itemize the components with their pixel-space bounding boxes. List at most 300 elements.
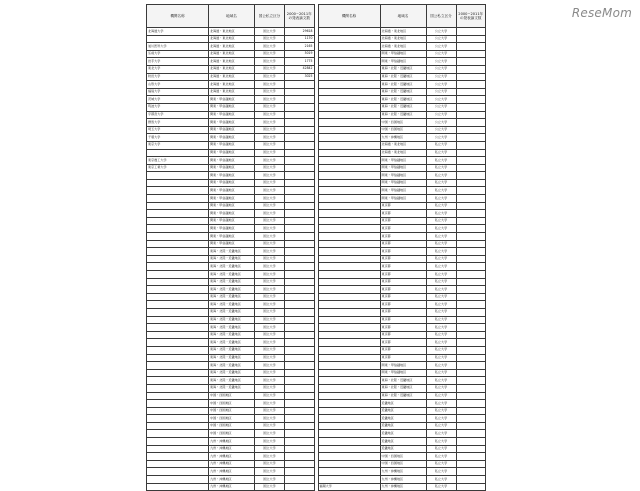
institution-type: 私立大学 [426, 248, 456, 256]
institution-type: 国立大学 [255, 377, 285, 385]
institution-name [147, 225, 209, 233]
institution-name [318, 438, 380, 446]
institution-type: 公立大学 [426, 73, 456, 81]
table-row [318, 134, 486, 142]
region-name: 東海・北陸・近畿地区 [209, 263, 255, 271]
region-name: 北海道・東北地区 [209, 43, 255, 51]
paper-count [456, 195, 486, 203]
institution-name [318, 164, 380, 172]
table-row [318, 164, 486, 172]
institution-type: 国立大学 [255, 164, 285, 172]
paper-count [456, 248, 486, 256]
table-row [318, 35, 486, 43]
region-name: 九州・沖縄地区 [209, 468, 255, 476]
paper-count [285, 362, 315, 370]
paper-count [285, 293, 315, 301]
table-row [147, 111, 315, 119]
table-row [318, 476, 486, 484]
region-name: 北海道・東北地区 [380, 141, 426, 149]
institution-name [318, 35, 380, 43]
institution-name [318, 324, 380, 332]
table-row [318, 354, 486, 362]
institution-name [147, 400, 209, 408]
region-name: 関東・甲信越地区 [380, 164, 426, 172]
table-row [318, 400, 486, 408]
paper-count [456, 430, 486, 438]
paper-count [285, 438, 315, 446]
table-row [318, 81, 486, 89]
institution-name [318, 149, 380, 157]
institution-name [318, 468, 380, 476]
paper-count [456, 324, 486, 332]
paper-count [456, 164, 486, 172]
institution-name: 群馬大学 [147, 119, 209, 127]
table-row [318, 111, 486, 119]
region-name: 関東・甲信越地区 [380, 179, 426, 187]
paper-count [285, 202, 315, 210]
institution-name [318, 96, 380, 104]
institution-type: 私立大学 [426, 271, 456, 279]
table-row [318, 141, 486, 149]
institution-type: 国立大学 [255, 308, 285, 316]
paper-count: 5019 [285, 50, 315, 58]
paper-count [456, 119, 486, 127]
region-name: 中国・四国地区 [209, 415, 255, 423]
header-institution: 機関名称 [318, 5, 380, 28]
region-name: 東海・北陸・近畿地区 [380, 111, 426, 119]
paper-count: 1170 [285, 35, 315, 43]
paper-count [285, 187, 315, 195]
institution-type: 私立大学 [426, 415, 456, 423]
institution-name: 北海道大学 [147, 28, 209, 36]
paper-count [456, 331, 486, 339]
table-row [147, 217, 315, 225]
institution-name: 茨城大学 [147, 96, 209, 104]
table-row [147, 422, 315, 430]
institution-type: 私立大学 [426, 476, 456, 484]
institution-type: 私立大学 [426, 301, 456, 309]
institution-type: 公立大学 [426, 111, 456, 119]
table-row [147, 331, 315, 339]
paper-count [285, 134, 315, 142]
paper-count [456, 103, 486, 111]
paper-count [456, 392, 486, 400]
paper-count [456, 278, 486, 286]
header-region: 地域名 [209, 5, 255, 28]
institution-name [318, 453, 380, 461]
paper-count [285, 255, 315, 263]
institution-name [147, 308, 209, 316]
table-header-row [147, 5, 315, 28]
paper-count [285, 369, 315, 377]
institution-name [147, 286, 209, 294]
institution-name: 埼玉大学 [147, 126, 209, 134]
institution-type: 国立大学 [255, 50, 285, 58]
table-row [318, 28, 486, 36]
institution-type: 公立大学 [426, 58, 456, 66]
table-row [147, 179, 315, 187]
region-name: 関東・甲信越地区 [209, 141, 255, 149]
table-row [318, 65, 486, 73]
institution-type: 私立大学 [426, 407, 456, 415]
paper-count [285, 248, 315, 256]
institution-name: 福島大学 [147, 88, 209, 96]
institution-name [318, 377, 380, 385]
region-name: 東京都 [380, 271, 426, 279]
institution-type: 私立大学 [426, 392, 456, 400]
table-row [147, 187, 315, 195]
region-name: 近畿地区 [380, 438, 426, 446]
table-header-row [318, 5, 486, 28]
region-name: 関東・甲信越地区 [209, 240, 255, 248]
institution-name [318, 172, 380, 180]
region-name: 関東・甲信越地区 [209, 187, 255, 195]
institution-name [147, 384, 209, 392]
header-paper-count: 2000~2011年の発表論文数 [456, 5, 486, 28]
institution-type: 国立大学 [255, 400, 285, 408]
institution-name [318, 354, 380, 362]
institution-type: 国立大学 [255, 362, 285, 370]
region-name: 東海・北陸・近畿地区 [209, 255, 255, 263]
institution-type: 国立大学 [255, 149, 285, 157]
institution-name [147, 392, 209, 400]
table-row [318, 233, 486, 241]
paper-count [285, 453, 315, 461]
region-name: 関東・甲信越地区 [209, 96, 255, 104]
institution-type: 国立大学 [255, 407, 285, 415]
table-row [147, 377, 315, 385]
region-name: 関東・甲信越地区 [209, 179, 255, 187]
paper-count [285, 468, 315, 476]
paper-count [285, 195, 315, 203]
region-name: 関東・甲信越地区 [209, 111, 255, 119]
institution-type: 国立大学 [255, 255, 285, 263]
table-row [147, 172, 315, 180]
paper-count [456, 286, 486, 294]
institution-type: 国立大学 [255, 483, 285, 491]
table-row [147, 438, 315, 446]
institution-type: 国立大学 [255, 476, 285, 484]
institution-name [318, 73, 380, 81]
paper-count [456, 468, 486, 476]
paper-count [456, 339, 486, 347]
institution-type: 私立大学 [426, 278, 456, 286]
region-name: 中国・四国地区 [209, 400, 255, 408]
paper-count [285, 377, 315, 385]
region-name: 東海・北陸・近畿地区 [209, 369, 255, 377]
institution-type: 国立大学 [255, 210, 285, 218]
paper-count [456, 271, 486, 279]
paper-count [285, 400, 315, 408]
institution-name [318, 346, 380, 354]
table-row [318, 384, 486, 392]
region-name: 北海道・東北地区 [209, 50, 255, 58]
table-row [318, 157, 486, 165]
institution-type: 国立大学 [255, 354, 285, 362]
paper-count [456, 126, 486, 134]
table-row [318, 225, 486, 233]
paper-count [285, 263, 315, 271]
table-row [147, 430, 315, 438]
region-name: 東海・北陸・近畿地区 [380, 96, 426, 104]
paper-count [285, 430, 315, 438]
institution-type: 私立大学 [426, 377, 456, 385]
region-name: 関東・甲信越地区 [209, 217, 255, 225]
institution-type: 国立大学 [255, 445, 285, 453]
paper-count: 29618 [285, 28, 315, 36]
region-name: 東海・北陸・近畿地区 [209, 316, 255, 324]
region-name: 東京都 [380, 308, 426, 316]
paper-count [456, 255, 486, 263]
region-name: 近畿地区 [380, 445, 426, 453]
table-row [318, 415, 486, 423]
paper-count [456, 316, 486, 324]
region-name: 中国・四国地区 [209, 392, 255, 400]
paper-count [456, 50, 486, 58]
region-name: 東京都 [380, 248, 426, 256]
table-row [318, 301, 486, 309]
institution-name [318, 445, 380, 453]
table-row [318, 149, 486, 157]
paper-count [456, 141, 486, 149]
table-row [147, 88, 315, 96]
institution-name [318, 278, 380, 286]
institution-type: 国立大学 [255, 187, 285, 195]
paper-count [285, 278, 315, 286]
institution-name [147, 187, 209, 195]
region-name: 東京都 [380, 354, 426, 362]
institution-name [318, 126, 380, 134]
table-row [147, 483, 315, 491]
table-row [318, 172, 486, 180]
header-paper-count: 2000~2011年の発表論文数 [285, 5, 315, 28]
region-name: 関東・甲信越地区 [209, 103, 255, 111]
institution-type: 私立大学 [426, 164, 456, 172]
paper-count [456, 384, 486, 392]
paper-count [456, 301, 486, 309]
region-name: 関東・甲信越地区 [209, 210, 255, 218]
institution-name [318, 407, 380, 415]
table-right-body [318, 28, 486, 491]
institution-type: 国立大学 [255, 324, 285, 332]
region-name: 東京都 [380, 286, 426, 294]
table-row [318, 58, 486, 66]
table-row [318, 430, 486, 438]
institution-type: 国立大学 [255, 263, 285, 271]
region-name: 中国・四国地区 [380, 460, 426, 468]
table-row [147, 149, 315, 157]
table-row [147, 407, 315, 415]
institution-name [147, 255, 209, 263]
institution-name [147, 377, 209, 385]
institution-name [147, 369, 209, 377]
table-row [318, 377, 486, 385]
table-row [318, 286, 486, 294]
paper-count [456, 134, 486, 142]
region-name: 東海・北陸・近畿地区 [209, 271, 255, 279]
institution-name: 福岡大学 [318, 483, 380, 491]
region-name: 北海道・東北地区 [380, 28, 426, 36]
region-name: 関東・甲信越地区 [209, 149, 255, 157]
paper-count [456, 445, 486, 453]
region-name: 中国・四国地区 [209, 407, 255, 415]
institution-name [318, 369, 380, 377]
paper-count [285, 476, 315, 484]
institution-name [147, 195, 209, 203]
table-row [318, 202, 486, 210]
paper-count [456, 81, 486, 89]
institution-name [147, 248, 209, 256]
region-name: 中国・四国地区 [380, 119, 426, 127]
institution-type: 国立大学 [255, 126, 285, 134]
institution-type: 私立大学 [426, 255, 456, 263]
region-name: 関東・甲信越地区 [209, 172, 255, 180]
table-row [147, 210, 315, 218]
region-name: 北海道・東北地区 [380, 35, 426, 43]
region-name: 東海・北陸・近畿地区 [380, 73, 426, 81]
institution-type: 国立大学 [255, 415, 285, 423]
table-row [318, 126, 486, 134]
region-name: 九州・沖縄地区 [380, 476, 426, 484]
institution-name: 東京大学 [147, 141, 209, 149]
table-row [318, 468, 486, 476]
paper-count [285, 157, 315, 165]
table-row [147, 392, 315, 400]
watermark: ReseMom [571, 6, 632, 20]
university-table [146, 4, 484, 489]
paper-count: 1775 [285, 58, 315, 66]
institution-name: 山形大学 [147, 81, 209, 89]
region-name: 東京都 [380, 316, 426, 324]
institution-type: 私立大学 [426, 422, 456, 430]
institution-name [147, 301, 209, 309]
table-row [147, 316, 315, 324]
table-row [318, 255, 486, 263]
institution-type: 国立大学 [255, 65, 285, 73]
institution-name [147, 149, 209, 157]
region-name: 東海・北陸・近畿地区 [209, 286, 255, 294]
paper-count [456, 179, 486, 187]
region-name: 東海・北陸・近畿地区 [209, 308, 255, 316]
institution-type: 私立大学 [426, 195, 456, 203]
region-name: 北海道・東北地区 [209, 58, 255, 66]
institution-type: 国立大学 [255, 233, 285, 241]
paper-count [285, 301, 315, 309]
institution-name [147, 438, 209, 446]
institution-type: 国立大学 [255, 28, 285, 36]
table-row [147, 28, 315, 36]
paper-count [456, 88, 486, 96]
region-name: 九州・沖縄地区 [209, 445, 255, 453]
paper-count [285, 346, 315, 354]
region-name: 関東・甲信越地区 [380, 50, 426, 58]
institution-type: 私立大学 [426, 286, 456, 294]
institution-name [147, 445, 209, 453]
institution-type: 国立大学 [255, 460, 285, 468]
table-row [147, 248, 315, 256]
institution-name [147, 217, 209, 225]
institution-name [147, 483, 209, 491]
institution-name [318, 248, 380, 256]
institution-type: 国立大学 [255, 293, 285, 301]
paper-count [456, 233, 486, 241]
paper-count [285, 286, 315, 294]
institution-type: 国立大学 [255, 225, 285, 233]
institution-name [318, 179, 380, 187]
table-row [318, 210, 486, 218]
region-name: 東海・北陸・近畿地区 [380, 392, 426, 400]
region-name: 東京都 [380, 255, 426, 263]
table-row [147, 119, 315, 127]
region-name: 東海・北陸・近畿地区 [380, 377, 426, 385]
region-name: 近畿地区 [380, 400, 426, 408]
table-row [147, 195, 315, 203]
institution-name [318, 50, 380, 58]
table-row [147, 58, 315, 66]
institution-type: 私立大学 [426, 233, 456, 241]
header-region: 地域名 [380, 5, 426, 28]
table-row [318, 248, 486, 256]
institution-type: 私立大学 [426, 331, 456, 339]
region-name: 近畿地区 [380, 430, 426, 438]
region-name: 関東・甲信越地区 [380, 195, 426, 203]
paper-count [285, 179, 315, 187]
region-name: 東海・北陸・近畿地区 [380, 65, 426, 73]
institution-name [147, 233, 209, 241]
region-name: 九州・沖縄地区 [209, 453, 255, 461]
institution-name: 秋田大学 [147, 73, 209, 81]
table-row [147, 415, 315, 423]
paper-count [456, 225, 486, 233]
table-row [147, 202, 315, 210]
paper-count [285, 240, 315, 248]
table-row [318, 339, 486, 347]
institution-type: 国立大学 [255, 96, 285, 104]
region-name: 東京都 [380, 301, 426, 309]
institution-name [318, 187, 380, 195]
table-row [318, 263, 486, 271]
region-name: 北海道・東北地区 [209, 65, 255, 73]
region-name: 北海道・東北地区 [380, 149, 426, 157]
institution-name [318, 392, 380, 400]
paper-count [456, 58, 486, 66]
region-name: 東海・北陸・近畿地区 [380, 384, 426, 392]
paper-count [456, 43, 486, 51]
paper-count: 42842 [285, 65, 315, 73]
table-row [147, 263, 315, 271]
region-name: 東海・北陸・近畿地区 [209, 331, 255, 339]
region-name: 関東・甲信越地区 [209, 225, 255, 233]
institution-name [318, 119, 380, 127]
table-row [147, 255, 315, 263]
table-row [318, 346, 486, 354]
table-row [147, 293, 315, 301]
institution-name: 東京農工大学 [147, 157, 209, 165]
paper-count [456, 210, 486, 218]
institution-name [147, 278, 209, 286]
paper-count [456, 362, 486, 370]
paper-count [285, 88, 315, 96]
institution-name [318, 415, 380, 423]
institution-type: 国立大学 [255, 278, 285, 286]
region-name: 関東・甲信越地区 [380, 58, 426, 66]
institution-type: 私立大学 [426, 445, 456, 453]
region-name: 東京都 [380, 263, 426, 271]
table-row [147, 468, 315, 476]
institution-name [318, 384, 380, 392]
paper-count [285, 407, 315, 415]
paper-count [456, 263, 486, 271]
